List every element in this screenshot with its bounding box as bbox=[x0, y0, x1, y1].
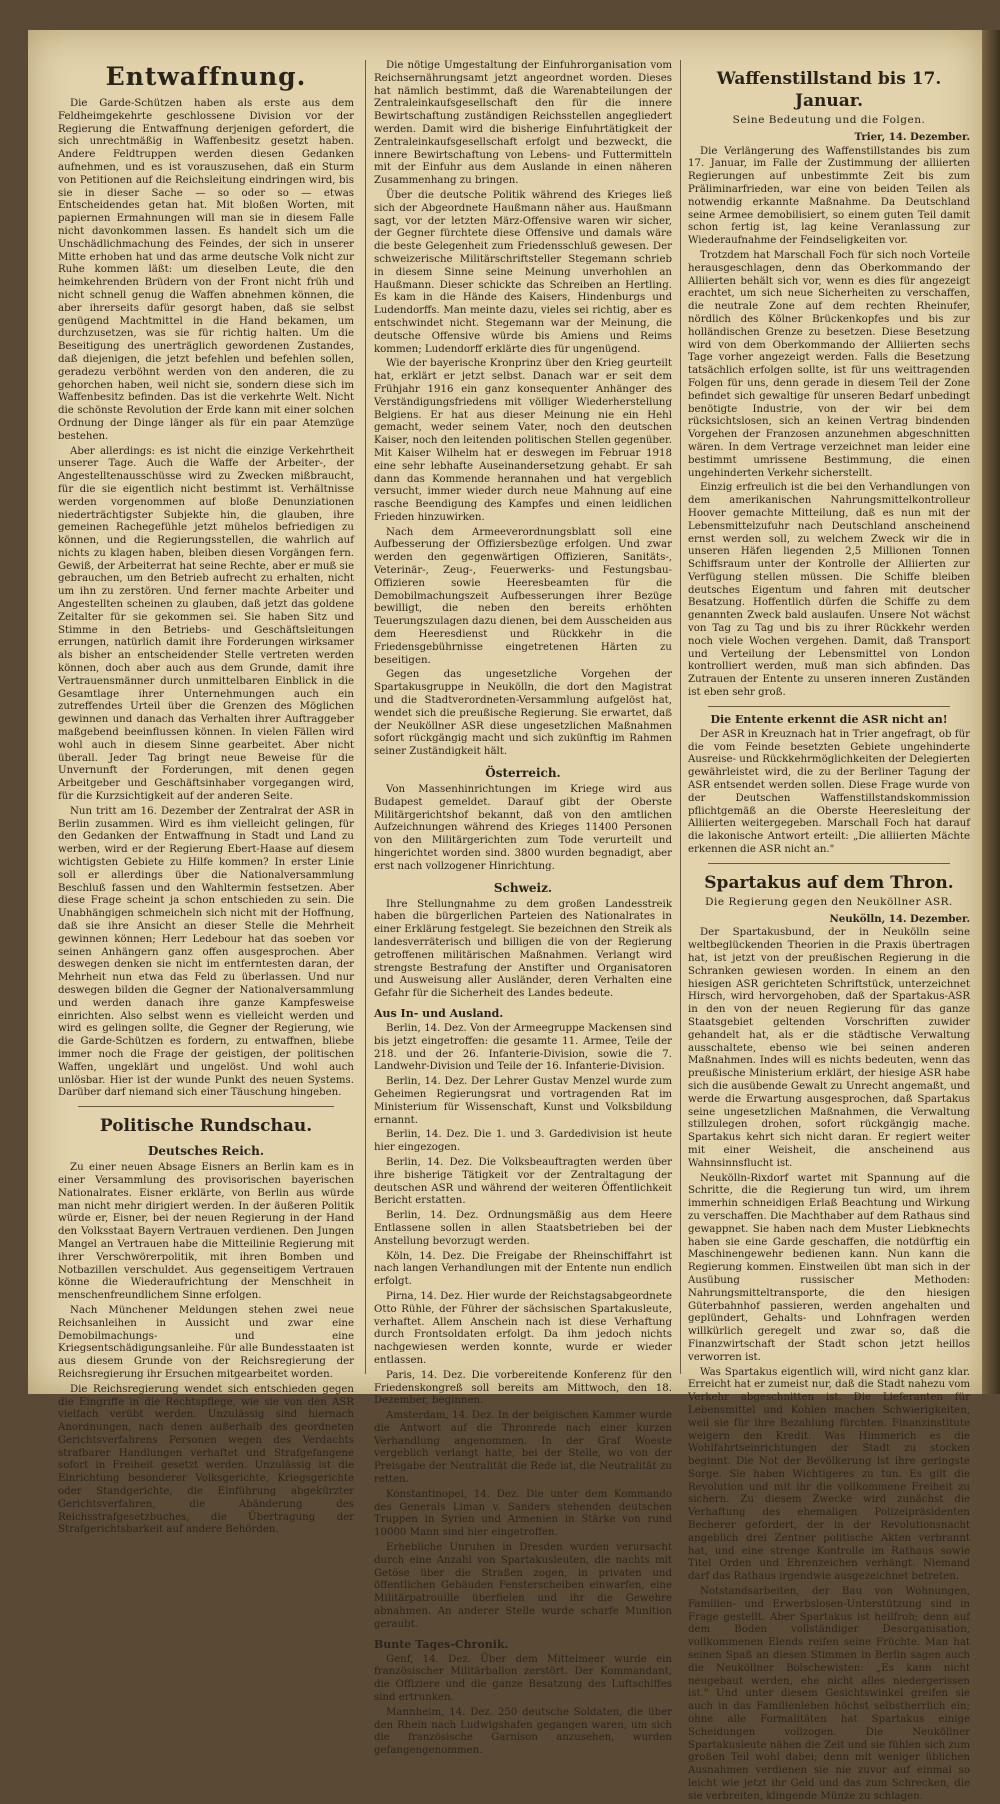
news-item: Berlin, 14. Dez. Der Lehrer Gustav Menzel wurde zum Geheimen Regierungsrat und vortragenden Rat im Ministerium für Wissenschaft, Kunst und Volksbildung ernannt. bbox=[374, 1076, 672, 1126]
news-item: Mannheim, 14. Dez. 250 deutsche Soldaten, die über den Rhein nach Ludwigshafen gegangen waren, um sich die französische Garnison anzusehen, wurden gefangengenommen. bbox=[374, 1706, 672, 1757]
page-fold bbox=[982, 30, 1000, 1394]
column-3 bbox=[688, 60, 970, 1802]
section-heading: Aus In- und Ausland. bbox=[374, 1006, 504, 1020]
section-heading: Bunte Tages-Chronik. bbox=[374, 1637, 509, 1651]
paragraph: Von Massenhinrichtungen im Kriege wird aus Budapest gemeldet. Darauf gibt der Oberste Militärgerichtshof bekannt, daß von den amtlichen Aufzeichnungen während des Krieges 11400 Personen von den Militärgerichten zum Tode verurteilt und hingerichtet worden sind. 3800 wurden begnadigt, aber erst nach vollzogener Hinrichtung. bbox=[374, 784, 672, 872]
article-title: Spartakus auf dem Thron. bbox=[704, 872, 954, 893]
paragraph: Notstandsarbeiten, der Bau von Wohnungen, Familien- und Erwerbslosen-Unterstützung sind in Frage gestellt. Aber Spartakus ist heilfroh; denn auf dem Boden vollständiger Desorganisation, vollkommenen Elends reifen seine Früchte. Man hat seinen Spaß an diesen Stimmen in Berlin sagen auch die Neuköllner Bolschewisten: „Es kann nicht neugebaut werden, ehe nicht alles niedergerissen ist." Und unter diesem Gesichtswinkel greifen sie auch in das Familienleben höchst selbstherrlich ein; ohne alle Formalitäten hat Spartakus einige Scheidungen vollzogen. Die Neuköllner Spartakusleute nähen die Zeit und sie fühlen sich zum großen Teil wohl dabei; denn mit weniger üblichen Ausnahmen verdienen sie nie zuvor auf einmal so leicht wie jetzt ihr Geld und das zum Schrecken, die sie verbreiten, klingende Münze zu schlagen. bbox=[688, 1586, 970, 1802]
paragraph: Die Garde-Schützen haben als erste aus dem Feldheimgekehrte geschlossene Division vor der Regierung die Entwaffnung derjenigen gefordert, die sich unrechtmäßig in Waffenbesitz gesetzt haben. Andere Feldtruppen werden diesen Gedanken aufnehmen, und es ist vorauszusehen, daß ein Sturm von Petitionen auf die Reichsleitung eindringen wird, bis sie in dieser Sache — so oder so — etwas Entscheidendes getan hat. Mit bloßen Worten, mit papiernen Ermahnungen will man sie in diesem Falle nicht davonkommen lassen. Es handelt sich um die Unschädlichmachung des Feindes, der sich in unserer Mitte erhoben hat und das arme deutsche Volk nicht zur Ruhe kommen läßt: um dieselben Leute, die den heimkehrenden Brüdern von der Front nicht früh und nicht schnell genug die Waffen abnehmen können, die aber ihrerseits dafür gesorgt haben, daß sie selbst genügend Machtmittel in die Hand bekamen, um durchzusetzen, was sie für richtig halten. Um die Beseitigung des unerträglich gewordenen Zustandes, daß diejenigen, die jetzt befehlen und befehlen sollen, geradezu verböhnt werden von den anderen, die zu gehorchen haben, weil nicht sie, sondern diese sich im Waffenbesitz befinden. Das ist die verkehrte Welt. Nicht die schönste Revolution der Erde kann mit einer solchen Ordnung der Dinge länger als für ein paar Atemzüge bestehen. bbox=[58, 98, 354, 442]
paragraph: Trotzdem hat Marschall Foch für sich noch Vorteile herausgeschlagen, denn das Oberkommando der Alliierten behält sich vor, wenn es dies für angezeigt erachtet, um sich neue Sicherheiten zu verschaffen, die neutrale Zone auf dem rechten Rheinufer, nördlich des Kölner Brückenkopfes und bis zur holländischen Grenze zu besetzen. Diese Besetzung wird von dem Oberkommando der Alliierten sechs Tage vorher angezeigt werden. Falls die Besetzung tatsächlich erfolgen sollte, ist für uns weittragenden Folgen für uns, denn gerade in diesem Teil der Zone befindet sich gewaltige für unseren Bedarf unbedingt benötigte Industrie, von der wir bei dem rücksichtslosen, sich an keinen Vertrag bindenden Vorgehen der Franzosen anzunehmen abgeschnitten wären. In dem Vertrage verzeichnet man leider eine bestimmt umrissene Bestimmung, die einen ungehinderten Verkehr sicherstellt. bbox=[688, 249, 970, 479]
column-rule bbox=[365, 60, 366, 1374]
newspaper-page bbox=[28, 30, 982, 1802]
paragraph: Über die deutsche Politik während des Krieges ließ sich der Abgeordnete Haußmann näher aus. Haußmann sagt, vor der letzten März-Offensive waren wir sicher, der Gegner fürchtete diese Offensive und damals wäre die beste Gelegenheit zum Friedensschluß gewesen. Der schweizerische Militärschriftsteller Stegemann schrieb in diesem Sinne seine Meinung unverhohlen an Haußmann. Dieser schickte das Schreiben an Hertling. Es kam in die Hände des Kaisers, Hindenburgs und Ludendorffs. Man meinte dazu, vieles sei richtig, aber es entschwindet nicht. Stegemann war der Meinung, die deutsche Offensive würde bis Amiens und Reims kommen; Ludendorff erklärte dies für ungenügend. bbox=[374, 189, 672, 355]
paragraph: Ihre Stellungnahme zu dem großen Landesstreik haben die bürgerlichen Parteien des Nationalrates in einer Erklärung festgelegt. Sie bezeichnen den Streik als landesverräterisch und billigen die von der Regierung getroffenen militärischen Maßnahmen. Verlangt wird strengste Bestrafung der Anstifter und Organisatoren und Ausweisung aller Ausländer, deren Verhalten eine Gefahr für die Sicherheit des Landes bedeute. bbox=[374, 898, 672, 1000]
divider bbox=[708, 863, 950, 864]
section-subtitle: Deutsches Reich. bbox=[147, 1144, 265, 1159]
paragraph: Die Reichsregierung wendet sich entschieden gegen die Eingriffe in die Rechtspflege, wie sie von den ASR vielfach verübt werden. Unzulässig sind hiernach Anordnungen, nach denen außerhalb des geordneten Gerichtsverfahrens Personen wegen des Verdachts strafbarer Handlungen verhaftet und Strafgefangene sofort in Freiheit gesetzt werden. Unzulässig ist die Einrichtung besonderer Volksgerichte, Kriegsgerichte oder Standgerichte, die Einführung abgekürzter Gerichtsverfahren, die Abänderung des Reichsstrafgesetzbuches, die Übertragung der Strafgerichtsbarkeit auf andere Behörden. bbox=[58, 1383, 354, 1536]
paragraph: Nach Münchener Meldungen stehen zwei neue Reichsanleihen in Aussicht und zwar eine Demobilmachungs- und eine Kriegsentschädigungsanleihe. Für alle Bundesstaaten ist aus diesem Grunde von der Reichsregierung der Reichsregierung ihr Ersuchen mitgearbeitet worden. bbox=[58, 1304, 354, 1380]
paragraph: Einzig erfreulich ist die bei den Verhandlungen von dem amerikanischen Nahrungsmittelkontrolleur Hoover gemachte Mitteilung, daß es nun mit der Lebensmittelzufuhr nach Deutschland anscheinend ernst werden soll, zu welchem Zweck wir die in unseren Häfen liegenden 2,5 Millionen Tonnen Schiffsraum unter der Kontrolle der Alliierten zur Verfügung stellen müssen. Die Schiffe bleiben deutsches Eigentum und fahren mit deutscher Besatzung. Hoffentlich dürfen die Schiffe zu dem genannten Zweck bald auslaufen. Unsere Not wächst von Tag zu Tag und bis zu ihrer Rückkehr werden noch viele Wochen vergehen. Damit, daß Transport und Verteilung der Lebensmittel von London kontrolliert werden, muß man sich abfinden. Das Zutrauen der Entente zu unseren inneren Zuständen ist eben sehr groß. bbox=[688, 482, 970, 699]
dateline: Trier, 14. Dezember. bbox=[854, 130, 970, 143]
paragraph: Der Spartakusbund, der in Neukölln seine weltbeglückenden Theorien in die Praxis übertragen hat, ist jetzt von der preußischen Regierung in die Schranken gewiesen worden. In einem an den hiesigen ASR gerichteten Schriftstück, unterzeichnet Hirsch, wird hervorgehoben, daß der Spartakus-ASR in den von der neuen Regierung für das ganze Staatsgebiet geltenden Vorschriften zuwider gehandelt hat, als er die städtische Verwaltung ausschaltete, ebenso wie bei seinen anderen Maßnahmen. Indes will es nichts bedeuten, wenn das preußische Ministerium erklärt, der hiesige ASR habe sich die ausübende Gewalt zu Unrecht angemaßt, und werde die Erwartung ausgesprochen, daß Spartakus seine ungesetzlichen Maßnahmen, die Verwaltung stillzulegen drohen, sofort rückgängig mache. Spartakus kehrt sich nicht daran. Er regiert weiter mit einer Weisheit, die anscheinend aus Wahnsinnsflucht ist. bbox=[688, 927, 970, 1169]
news-item: Konstantinopel, 14. Dez. Die unter dem Kommando des Generals Liman v. Sanders stehenden deutschen Truppen in Syrien und Armenien in Stärke von rund 10000 Mann sind hier eingetroffen. bbox=[374, 1488, 672, 1539]
news-item: Berlin, 14. Dez. Die Volksbeauftragten werden über ihre bisherige Tätigkeit vor der Zentraltagung der deutschen ASR und während der weiteren Öffentlichkeit Bericht erstatten. bbox=[374, 1156, 672, 1207]
news-item: Pirna, 14. Dez. Hier wurde der Reichstagsabgeordnete Otto Rühle, der Führer der sächsischen Spartakusleute, verhaftet. Allem Anschein nach ist diese Verhaftung durch Frontsoldaten erfolgt. Da ihm jedoch nichts nachgewiesen werden konnte, wurde er wieder entlassen. bbox=[374, 1290, 672, 1366]
article-subtitle: Seine Bedeutung und die Folgen. bbox=[732, 114, 926, 126]
section-title: Politische Rundschau. bbox=[99, 1116, 313, 1137]
column-rule bbox=[680, 60, 681, 1374]
paragraph: Gegen das ungesetzliche Vorgehen der Spartakusgruppe in Neukölln, die dort den Magistrat und die Stadtverordneten-Versammlung aufgelöst hat, wendet sich die preußische Regierung. Sie erwartet, daß der Neuköllner ASR diese ungesetzlichen Maßnahmen sofort rückgängig macht und sich zukünftig im Rahmen seiner Zuständigkeit hält. bbox=[374, 669, 672, 758]
paragraph: Wie der bayerische Kronprinz über den Krieg geurteilt hat, erklärt er jetzt selbst. Danach war er seit dem Frühjahr 1916 ein ganz konsequenter Anhänger des Verständigungsfriedens mit völliger Wiederherstellung Belgiens. Er hat aus dieser Meinung nie ein Hehl gemacht, weder seinem Vater, noch den deutschen Kaiser, noch den leitenden politischen Stellen gegenüber. Mit Kaiser Wilhelm hat er deswegen im Februar 1918 eine sehr lebhafte Auseinandersetzung gehabt. Er sah dann das Kommende herannahen und hat vergeblich versucht, immer wieder durch neue Mahnung auf eine rasche Beendigung des Kampfes und einen leidlichen Frieden hinzuwirken. bbox=[374, 358, 672, 523]
divider bbox=[708, 706, 950, 707]
article-subtitle: Die Regierung gegen den Neuköllner ASR. bbox=[705, 895, 953, 908]
news-item: Genf, 14. Dez. Über dem Mittelmeer wurde ein französischer Militärballon zerstört. Der Kommandant, die Offiziere und die ganze Besatzung des Luftschiffes sind ertrunken. bbox=[374, 1653, 672, 1704]
paragraph: Nach dem Armeeverordnungsblatt soll eine Aufbesserung der Offiziersbezüge erfolgen. Und zwar werden den gegenwärtigen Offizieren, Sanitäts-, Veterinär-, Zeug-, Feuerwerks- und Festungsbau-Offizieren sowie Heeresbeamten für die Demobilmachungszeit Aufbesserungen ihrer Bezüge bewilligt, die neben den bereits erhöhten Teuerungszulagen dazu dienen, bei dem Ausscheiden aus dem Heeresdienst und Rückkehr in die Friedensgebührnisse eingetretenen Härten zu beseitigen. bbox=[374, 526, 672, 666]
news-item: Berlin, 14. Dez. Von der Armeegruppe Mackensen sind bis jetzt eingetroffen: die gesamte 11. Armee, Teile der 218. und der 26. Infanterie-Division, sowie die 7. Landwehr-Division und Teile der 16. Infanterie-Division. bbox=[374, 1022, 672, 1073]
section-heading: Die Entente erkennt die ASR nicht an! bbox=[710, 712, 948, 726]
paragraph: Was Spartakus eigentlich will, wird nicht ganz klar. Erreicht hat er zumeist nur, daß die Stadt nahezu vom Verkehr abgeschnitten ist. Die Lieferanten für Lebensmittel und Kohlen machen Schwierigkeiten, weil sie für ihre Bezahlung fürchten. Finanzinstitute weigern den Kredit. Was Himmerich es die Wohlfahrtseinrichtungen der Stadt zu stocken beginnt. Die Not der Bevölkerung ist ihre geringste Sorge. Sie haben Wichtigeres zu tun. Es gilt die Revolution und mit ihr die vollkommene Freiheit zu sichern. Zu diesem Zwecke wird zunächst die Verhaftung des ehemaligen Polizeipräsidenten Becherer gefordert, der in der Revolutionsnacht angeblich drei Zentner politische Akten verbrannt hat, und eine strenge Kontrolle im Rathaus sowie Titel Orden und Ehrenzeichen verhängt. Niemand darf das Rathaus irgendwie ausgezeichnet betreten. bbox=[688, 1366, 970, 1583]
section-subtitle: Österreich. bbox=[485, 766, 561, 781]
paragraph: Die nötige Umgestaltung der Einfuhrorganisation vom Reichsernährungsamt jetzt angeordnet worden. Dieses hat nämlich bestimmt, daß die Warenabteilungen der Zentraleinkaufsgesellschaft den für die innere Bewirtschaftung zuständigen Reichsstellen angegliedert werden. Damit wird die bisherige Einfuhrtätigkeit der Zentraleinkaufsgesellschaft erfolgt und bezweckt, die innere Bewirtschaftung von Lebens- und Futtermitteln mit der Einfuhr aus dem Auslande in einen näheren Zusammenhang zu bringen. bbox=[374, 60, 672, 187]
article-title: Waffenstillstand bis 17. Januar. bbox=[716, 69, 942, 111]
column-2 bbox=[374, 60, 672, 1757]
news-item: Köln, 14. Dez. Die Freigabe der Rheinschiffahrt ist nach langen Verhandlungen mit der Entente nun endlich erfolgt. bbox=[374, 1250, 672, 1288]
news-item: Erhebliche Unruhen in Dresden wurden verursacht durch eine Anzahl von Spartakusleuten, die nachts mit Getöse über die Straßen zogen, in privaten und öffentlichen Gebäuden Fensterscheiben einwarfen, eine Militärpatrouille überfielen und ihr die Gewehre abnahmen. An anderer Stelle wurde scharfe Munition geraubt. bbox=[374, 1542, 672, 1630]
paragraph: Zu einer neuen Absage Eisners an Berlin kam es in einer Versammlung des provisorischen bayerischen Nationalrates. Eisner erklärte, von Berlin aus würde man nicht mehr dirigiert werden. In der äußeren Politik würde er, Eisner, bei der neuen Regierung in der Hand den Volksstaat Bayern Vertrauen verdienen. Den Jungen Mangel an Vertrauen habe die Mitteilinie Regierung mit ihrer Verschwörerpolitik, mit ihren Bomben und Notbazillen verschuldet. Aus gegenseitigem Vertrauen könne die Wiederaufrichtung der Menschheit in menschenfreundlichem Sinne erfolgen. bbox=[58, 1162, 354, 1302]
dateline: Neukölln, 14. Dezember. bbox=[829, 912, 970, 925]
news-item: Amsterdam, 14. Dez. In der belgischen Kammer wurde die Antwort auf die Thronrede nach einer kurzen Verhandlung angenommen. In der Graf Woeste vergeblich verlangt hatte, bei der Stelle, wo von der Preisgabe der Neutralität die Rede ist, die Neutralität zu retten. bbox=[374, 1410, 672, 1486]
paragraph: Der ASR in Kreuznach hat in Trier angefragt, ob für die vom Feinde besetzten Gebiete ungehinderte Ausreise- und Rückkehrmöglichkeiten der Delegierten gewährleistet wird, die zu der Berliner Tagung der ASR entsendet werden sollen. Diese Frage wurde von der Deutschen Waffenstillstandskommission pflichtgemäß an die Oberste Heeresleitung der Alliierten weitergegeben. Marschall Foch hat darauf die lakonische Antwort erteilt: „Die alliierten Mächte erkennen die ASR nicht an." bbox=[688, 728, 970, 856]
news-item: Berlin, 14. Dez. Die 1. und 3. Gardedivision ist heute hier eingezogen. bbox=[374, 1129, 672, 1154]
paragraph: Nun tritt am 16. Dezember der Zentralrat der ASR in Berlin zusammen. Wird es ihm vielleicht gelingen, für den Gedanken der Entwaffnung in Stadt und Land zu werben, wird er der Regierung Ebert-Haase auf diesem wichtigsten Gebiete zu Hilfe kommen? In erster Linie soll er allerdings über die Nationalversammlung Beschluß fassen und den Wahltermin festsetzen. Aber diese Frage scheint ja schon entschieden zu sein. Die Unabhängigen schmeicheln sich nicht mit der Hoffnung, daß sie ihre Ansicht an dieser Stelle die Mehrheit gewinnen können; Herr Ledebour hat das soeben vor seinen Anhängern ganz offen ausgesprochen. Aber deswegen denken sie nicht im entferntesten daran, der Mehrheit nun etwa das Feld zu überlassen. Und nur deswegen bilden die Gegner der Nationalversammlung und werden danach ihre ganze Kampfesweise einrichten. Also selbst wenn es vielleicht werden und wird es gelingen sollte, die Gegner der Regierung, wie die Garde-Schützen es fordern, zu entwaffnen, bliebe immer noch die Frage der geistigen, der politischen Waffen, ungeklärt und ungelöst. Und wohl auch unlösbar. Hier ist der wunde Punkt des neuen Systems. Darüber darf niemand sich einer Täuschung hingeben. bbox=[58, 805, 354, 1099]
news-item: Berlin, 14. Dez. Ordnungsmäßig aus dem Heere Entlassene sollen in allen Staatsbetrieben bei der Anstellung bevorzugt werden. bbox=[374, 1210, 672, 1247]
section-subtitle: Schweiz. bbox=[493, 880, 553, 895]
divider bbox=[78, 1106, 334, 1107]
paragraph: Aber allerdings: es ist nicht die einzige Verkehrtheit unserer Tage. Auch die Waffe der Arbeiter-, der Angestelltenausschüsse wird zu Zwecken mißbraucht, für die sie eigentlich nicht bestimmt ist. Verhältnisse werden vorgenommen auf bloße Denunziationen niederträchtigster Subjekte hin, die glauben, ihre gemeinen Rachegefühle jetzt mühelos befriedigen zu können, und die Regierungsstellen, die wahrlich auf nichts zu klagen haben, bleiben diesen Vorgängen fern. Gewiß, der Arbeiterrat hat seine Rechte, aber er muß sie gebrauchen, um den Betrieb aufrecht zu erhalten, nicht um ihn zu zerstören. Und ferner machte Arbeiter und Angestellten scheinen zu glauben, daß jetzt das goldene Zeitalter für sie gekommen sei. Sie haben Sitz und Stimme in den Betriebs- und Geschäftsleitungen errungen, natürlich damit ihre Forderungen wirksamer als bisher an entscheidender Stelle vertreten werden können, doch aber auch aus dem Grunde, damit ihre Vertrauensmänner durch unmittelbaren Einblick in die Gesamtlage ihrer Unternehmungen auch ein zutreffendes Urteil über die Grenzen des Möglichen gewinnen und danach das Verhalten ihrer Auftraggeber maßgebend beeinflussen können. In vielen Fällen wird wohl auch in diesem Sinne gearbeitet. Aber nicht überall. Jeder Tag bringt neue Beweise für die Unvernunft der Forderungen, mit denen gegen Arbeitgeber und Geschäftsinhaber vorgegangen wird, für die Kurzsichtigkeit auf der anderen Seite. bbox=[58, 445, 354, 803]
paragraph: Die Verlängerung des Waffenstillstandes bis zum 17. Januar, im Falle der Zustimmung der alliierten Regierungen auf unbestimmte Zeit bis zum Präliminarfrieden, war eine von beiden Teilen als notwendig erkannte Maßnahme. Da Deutschland seine Armee demobilisiert, so einem guten Teil damit schon fertig ist, lag keine Veranlassung zur Wiederaufnahme der Feindseligkeiten vor. bbox=[688, 145, 970, 247]
news-item: Paris, 14. Dez. Die vorbereitende Konferenz für den Friedenskongreß soll bereits am Mittwoch, den 18. Dezember, beginnen. bbox=[374, 1369, 672, 1407]
article-title: Entwaffnung. bbox=[105, 62, 307, 91]
column-1 bbox=[58, 60, 354, 1536]
paragraph: Neukölln-Rixdorf wartet mit Spannung auf die Schritte, die die Regierung tun wird, um ihrem immerhin schneidigen Erlaß Beachtung und Wirkung zu verschaffen. Die Machthaber auf dem Rathaus sind gewappnet. Sie haben nach dem Muster Liebknechts haben sie eine Garde geschaffen, die notdürftig ein Maschinengewehr bedienen kann. Nun kann die Regierung kommen. Einstweilen übt man sich in der Ausübung russischer Methoden: Nahrungsmitteltransporte, die den hiesigen Güterbahnhof passieren, werden angehalten und geplündert, Gehalts- und Lohnfragen werden willkürlich geregelt und zwar so, daß die Finanzwirtschaft der Stadt schon jetzt heillos verworren ist. bbox=[688, 1172, 970, 1363]
